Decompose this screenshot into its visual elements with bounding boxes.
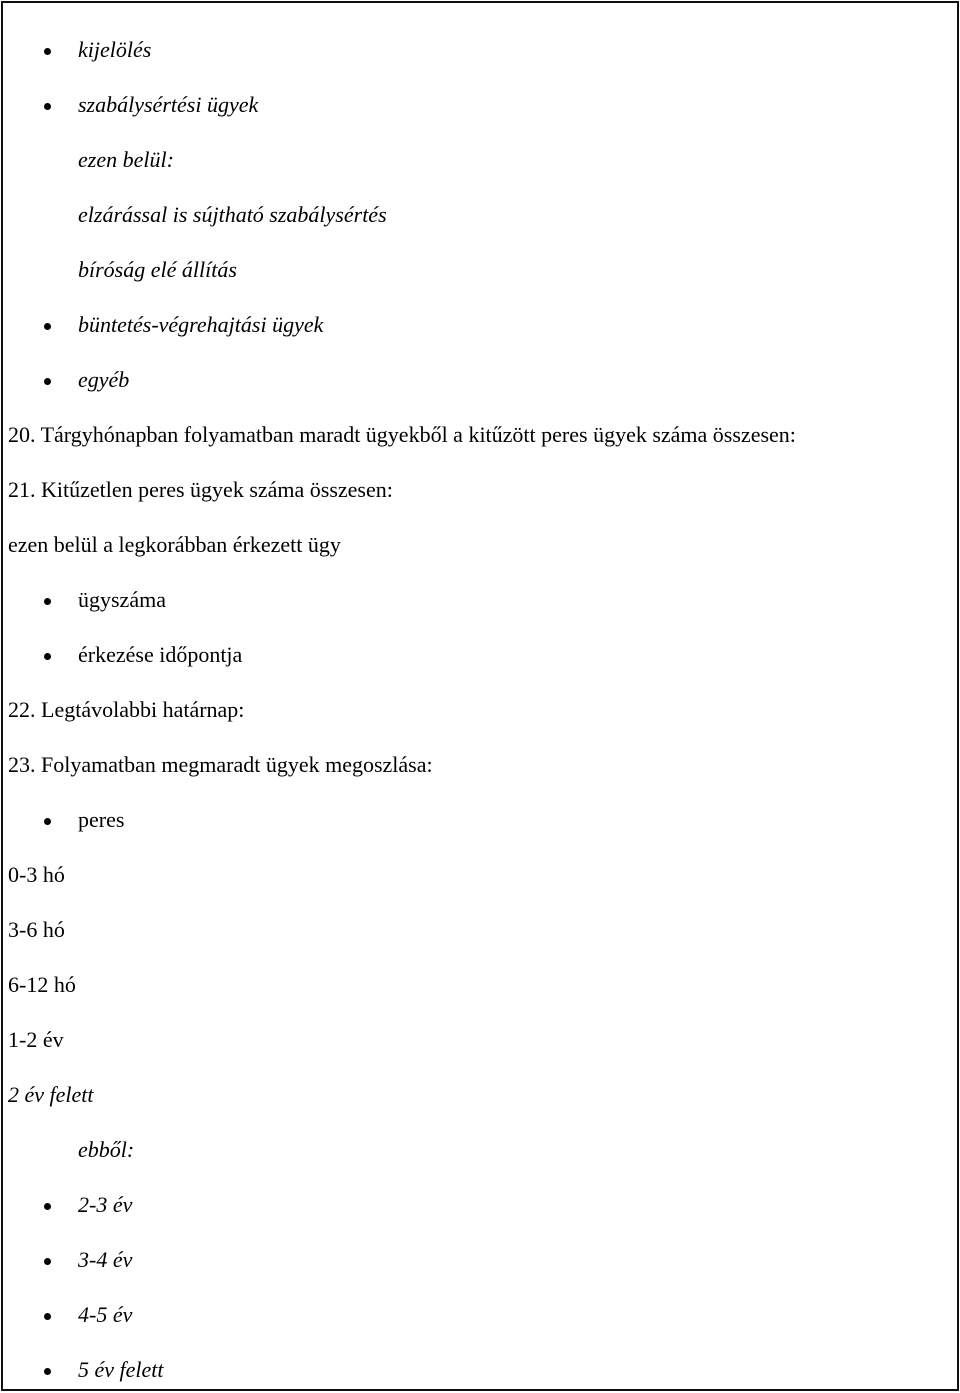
list-item-kijeloles (0, 38, 960, 62)
list-item-text: peres (78, 807, 125, 832)
period-6-12-ho (0, 973, 960, 997)
sub-item-text: bíróság elé állítás (78, 257, 237, 282)
list-item-4-5-ev (0, 1303, 960, 1327)
list-item-text: egyéb (78, 367, 130, 392)
list-item-egyeb (0, 368, 960, 392)
list-item-5-ev-felett (0, 1358, 960, 1382)
period-3-6-ho (0, 918, 960, 942)
list-item-erkezese-idopontja (0, 643, 960, 667)
question-text: 23. Folyamatban megmaradt ügyek megoszlása: (8, 752, 433, 777)
list-item-text: szabálysértési ügyek (78, 92, 259, 117)
question-text: 20. Tárgyhónapban folyamatban maradt ügyekből a kitűzött peres ügyek száma összesen: (8, 422, 796, 447)
sub-heading-ezen-belul (0, 148, 960, 172)
list-item-text: 4-5 év (78, 1302, 133, 1327)
sub-item-text: elzárással is sújtható szabálysértés (78, 202, 387, 227)
question-text: 21. Kitűzetlen peres ügyek száma összesen: (8, 477, 393, 502)
sub-heading-text: ezen belül a legkorábban érkezett ügy (8, 532, 341, 557)
period-0-3-ho (0, 863, 960, 887)
period-text: 1-2 év (8, 1027, 64, 1052)
list-item-3-4-ev (0, 1248, 960, 1272)
sub-heading-legkorabban-erkezett (0, 533, 960, 557)
bullet-icon (44, 818, 51, 825)
list-item-peres (0, 808, 960, 832)
bullet-icon (44, 103, 51, 110)
bullet-icon (44, 598, 51, 605)
list-item-2-3-ev (0, 1193, 960, 1217)
list-item-text: 2-3 év (78, 1192, 133, 1217)
question-23 (0, 753, 960, 777)
sub-heading-text: ezen belül: (78, 147, 174, 172)
bullet-icon (44, 653, 51, 660)
bullet-icon (44, 323, 51, 330)
list-item-text: büntetés-végrehajtási ügyek (78, 312, 324, 337)
period-text: 2 év felett (8, 1082, 94, 1107)
bullet-icon (44, 48, 51, 55)
period-text: 6-12 hó (8, 972, 76, 997)
list-item-text: ügyszáma (78, 587, 166, 612)
period-text: 0-3 hó (8, 862, 65, 887)
list-item-text: kijelölés (78, 37, 152, 62)
bullet-icon (44, 1203, 51, 1210)
question-22 (0, 698, 960, 722)
bullet-icon (44, 378, 51, 385)
list-item-text: 5 év felett (78, 1357, 164, 1382)
list-item-text: 3-4 év (78, 1247, 133, 1272)
question-21 (0, 478, 960, 502)
list-item-ugyszama (0, 588, 960, 612)
sub-heading-ebbol (0, 1138, 960, 1162)
bullet-icon (44, 1258, 51, 1265)
document-body (0, 38, 960, 1382)
bullet-icon (44, 1368, 51, 1375)
sub-item-elzarassal (0, 203, 960, 227)
sub-heading-text: ebből: (78, 1137, 135, 1162)
period-text: 3-6 hó (8, 917, 65, 942)
period-1-2-ev (0, 1028, 960, 1052)
question-20 (0, 423, 960, 447)
list-item-szabalysertesi-ugyek (0, 93, 960, 117)
bullet-icon (44, 1313, 51, 1320)
list-item-buntetes-vegrehajtasi (0, 313, 960, 337)
sub-item-birosag-ele-allitas (0, 258, 960, 282)
question-text: 22. Legtávolabbi határnap: (8, 697, 245, 722)
list-item-text: érkezése időpontja (78, 642, 243, 667)
period-2-ev-felett (0, 1083, 960, 1107)
